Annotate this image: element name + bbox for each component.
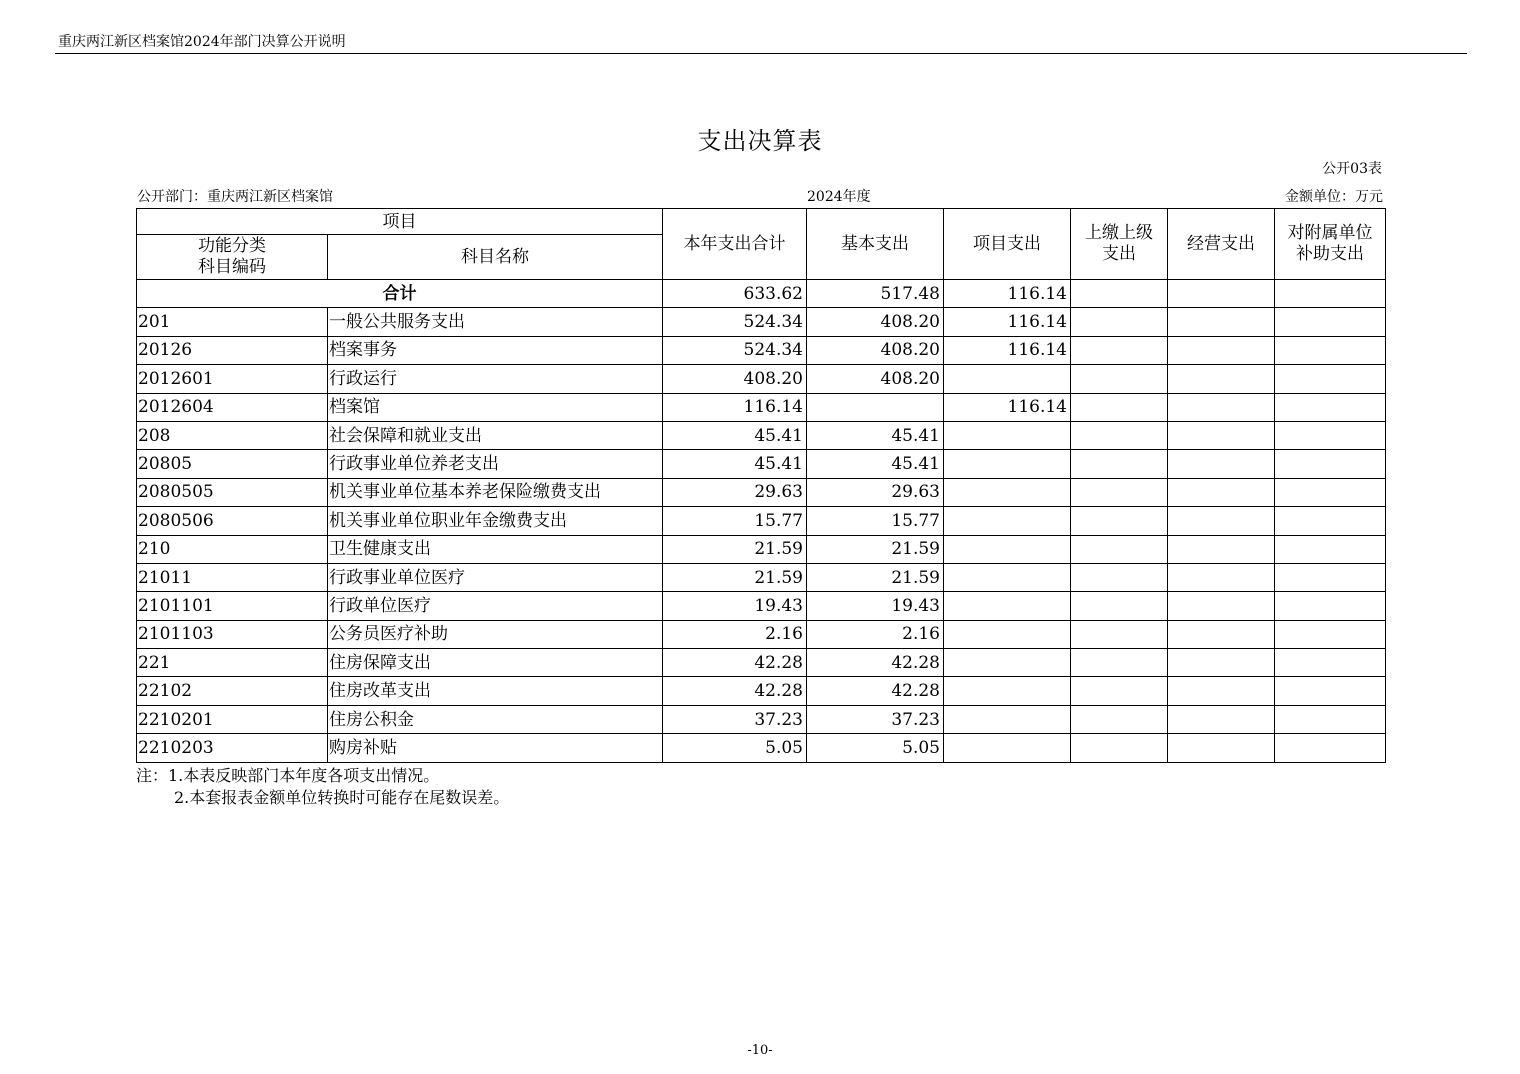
cell-proj (944, 478, 1071, 506)
header-sub-line1: 对附属单位 (1287, 223, 1373, 243)
cell-proj: 116.14 (944, 393, 1071, 421)
cell-upper (1071, 592, 1168, 620)
cell-basic: 42.28 (807, 649, 944, 677)
note-line-1: 注：1.本表反映部门本年度各项支出情况。 (136, 766, 440, 785)
cell-name: 住房公积金 (328, 705, 663, 733)
cell-name: 住房保障支出 (328, 649, 663, 677)
table-row (137, 336, 1386, 364)
header-code-line2: 科目编码 (198, 257, 266, 277)
cell-upper (1071, 421, 1168, 449)
cell-basic: 37.23 (807, 705, 944, 733)
cell-proj (944, 620, 1071, 648)
cell-code: 2210203 (137, 734, 328, 762)
cell-proj (944, 649, 1071, 677)
unit-label: 金额单位：万元 (1285, 189, 1383, 205)
cell-upper (1071, 649, 1168, 677)
cell-total: 116.14 (663, 393, 807, 421)
cell-proj: 116.14 (944, 336, 1071, 364)
cell-code: 221 (137, 649, 328, 677)
cell-business (1168, 450, 1275, 478)
cell-sub (1275, 563, 1386, 591)
cell-code: 2080505 (137, 478, 328, 506)
header-sub-line2: 补助支出 (1296, 244, 1364, 264)
cell-upper (1071, 705, 1168, 733)
cell-sub (1275, 705, 1386, 733)
table-row (137, 393, 1386, 421)
page-number: -10- (747, 1043, 773, 1058)
cell-business (1168, 308, 1275, 336)
cell-basic: 2.16 (807, 620, 944, 648)
header-divider (55, 53, 1467, 54)
cell-upper (1071, 677, 1168, 705)
cell-code: 20126 (137, 336, 328, 364)
total-label: 合计 (137, 280, 663, 308)
cell-code: 2080506 (137, 507, 328, 535)
cell-business (1168, 365, 1275, 393)
cell-total: 45.41 (663, 450, 807, 478)
cell-basic: 408.20 (807, 336, 944, 364)
cell-sub (1275, 535, 1386, 563)
cell-basic: 15.77 (807, 507, 944, 535)
cell-basic: 5.05 (807, 734, 944, 762)
cell-sub (1275, 421, 1386, 449)
cell-sub (1275, 450, 1386, 478)
cell-upper (1071, 393, 1168, 421)
cell-sub (1275, 620, 1386, 648)
cell-sub (1275, 677, 1386, 705)
cell-proj: 116.14 (944, 308, 1071, 336)
cell-basic: 19.43 (807, 592, 944, 620)
table-meta (137, 186, 1383, 206)
table-row (137, 677, 1386, 705)
cell-code: 22102 (137, 677, 328, 705)
table-row (137, 705, 1386, 733)
cell-proj (944, 563, 1071, 591)
cell-sub (1275, 365, 1386, 393)
cell-total: 37.23 (663, 705, 807, 733)
cell-name: 档案事务 (328, 336, 663, 364)
cell-name: 行政单位医疗 (328, 592, 663, 620)
cell-upper (1071, 734, 1168, 762)
form-number: 公开03表 (1322, 161, 1382, 177)
cell-business (1168, 734, 1275, 762)
cell-total: 15.77 (663, 507, 807, 535)
table-row (137, 563, 1386, 591)
cell-total: 29.63 (663, 478, 807, 506)
header-code (137, 235, 328, 280)
cell-total: 42.28 (663, 649, 807, 677)
total-business (1168, 280, 1275, 308)
header-name: 科目名称 (328, 235, 663, 280)
cell-basic: 408.20 (807, 308, 944, 336)
cell-total: 2.16 (663, 620, 807, 648)
cell-code: 2210201 (137, 705, 328, 733)
table-row (137, 592, 1386, 620)
cell-basic (807, 393, 944, 421)
table-row (137, 734, 1386, 762)
cell-total: 524.34 (663, 308, 807, 336)
header-proj: 项目支出 (944, 209, 1071, 280)
table-notes (136, 765, 509, 809)
cell-proj (944, 535, 1071, 563)
table-row (137, 478, 1386, 506)
cell-proj (944, 592, 1071, 620)
cell-name: 卫生健康支出 (328, 535, 663, 563)
table-row (137, 649, 1386, 677)
cell-basic: 45.41 (807, 450, 944, 478)
table-row (137, 507, 1386, 535)
cell-proj (944, 677, 1071, 705)
header-code-line1: 功能分类 (198, 236, 266, 256)
cell-code: 2012601 (137, 365, 328, 393)
cell-total: 408.20 (663, 365, 807, 393)
cell-code: 2101103 (137, 620, 328, 648)
cell-business (1168, 336, 1275, 364)
cell-business (1168, 620, 1275, 648)
cell-name: 购房补贴 (328, 734, 663, 762)
cell-code: 2012604 (137, 393, 328, 421)
total-row (137, 280, 1386, 308)
cell-name: 公务员医疗补助 (328, 620, 663, 648)
header-basic: 基本支出 (807, 209, 944, 280)
cell-name: 档案馆 (328, 393, 663, 421)
cell-upper (1071, 535, 1168, 563)
cell-basic: 42.28 (807, 677, 944, 705)
header-row-1 (137, 209, 1386, 235)
cell-sub (1275, 649, 1386, 677)
cell-proj (944, 507, 1071, 535)
table-row (137, 535, 1386, 563)
cell-upper (1071, 478, 1168, 506)
cell-code: 2101101 (137, 592, 328, 620)
cell-total: 19.43 (663, 592, 807, 620)
cell-upper (1071, 507, 1168, 535)
cell-upper (1071, 563, 1168, 591)
table-row (137, 365, 1386, 393)
header-upper (1071, 209, 1168, 280)
header-total: 本年支出合计 (663, 209, 807, 280)
total-proj: 116.14 (944, 280, 1071, 308)
cell-code: 20805 (137, 450, 328, 478)
cell-sub (1275, 507, 1386, 535)
table-row (137, 450, 1386, 478)
cell-business (1168, 507, 1275, 535)
department-label: 公开部门：重庆两江新区档案馆 (137, 189, 333, 205)
cell-total: 5.05 (663, 734, 807, 762)
cell-name: 行政事业单位医疗 (328, 563, 663, 591)
cell-business (1168, 649, 1275, 677)
cell-code: 201 (137, 308, 328, 336)
cell-sub (1275, 734, 1386, 762)
cell-proj (944, 365, 1071, 393)
cell-business (1168, 563, 1275, 591)
cell-upper (1071, 620, 1168, 648)
total-total: 633.62 (663, 280, 807, 308)
table-row (137, 620, 1386, 648)
cell-proj (944, 734, 1071, 762)
header-upper-line1: 上缴上级 (1085, 223, 1153, 243)
cell-business (1168, 478, 1275, 506)
cell-name: 社会保障和就业支出 (328, 421, 663, 449)
note-line-2: 2.本套报表金额单位转换时可能存在尾数误差。 (174, 788, 510, 807)
cell-name: 行政运行 (328, 365, 663, 393)
cell-total: 45.41 (663, 421, 807, 449)
table-row (137, 421, 1386, 449)
cell-business (1168, 592, 1275, 620)
cell-name: 住房改革支出 (328, 677, 663, 705)
cell-business (1168, 535, 1275, 563)
header-business: 经营支出 (1168, 209, 1275, 280)
cell-proj (944, 450, 1071, 478)
cell-name: 行政事业单位养老支出 (328, 450, 663, 478)
page-title: 支出决算表 (697, 127, 823, 155)
cell-business (1168, 421, 1275, 449)
expenditure-table (136, 208, 1386, 763)
cell-total: 21.59 (663, 563, 807, 591)
cell-basic: 21.59 (807, 535, 944, 563)
cell-name: 一般公共服务支出 (328, 308, 663, 336)
cell-upper (1071, 450, 1168, 478)
cell-name: 机关事业单位基本养老保险缴费支出 (328, 478, 663, 506)
cell-code: 21011 (137, 563, 328, 591)
header-upper-line2: 支出 (1102, 244, 1136, 264)
total-upper (1071, 280, 1168, 308)
cell-sub (1275, 478, 1386, 506)
total-basic: 517.48 (807, 280, 944, 308)
cell-total: 21.59 (663, 535, 807, 563)
cell-upper (1071, 336, 1168, 364)
cell-total: 524.34 (663, 336, 807, 364)
cell-sub (1275, 336, 1386, 364)
cell-basic: 29.63 (807, 478, 944, 506)
cell-upper (1071, 365, 1168, 393)
cell-business (1168, 705, 1275, 733)
cell-sub (1275, 592, 1386, 620)
cell-proj (944, 421, 1071, 449)
cell-upper (1071, 308, 1168, 336)
document-header: 重庆两江新区档案馆2024年部门决算公开说明 (58, 34, 346, 50)
cell-business (1168, 393, 1275, 421)
cell-total: 42.28 (663, 677, 807, 705)
table-row (137, 308, 1386, 336)
cell-name: 机关事业单位职业年金缴费支出 (328, 507, 663, 535)
cell-basic: 45.41 (807, 421, 944, 449)
cell-code: 208 (137, 421, 328, 449)
year-label: 2024年度 (807, 189, 871, 205)
header-sub (1275, 209, 1386, 280)
cell-basic: 21.59 (807, 563, 944, 591)
cell-business (1168, 677, 1275, 705)
cell-proj (944, 705, 1071, 733)
cell-basic: 408.20 (807, 365, 944, 393)
cell-code: 210 (137, 535, 328, 563)
cell-sub (1275, 393, 1386, 421)
total-sub (1275, 280, 1386, 308)
cell-sub (1275, 308, 1386, 336)
header-project: 项目 (137, 209, 663, 235)
